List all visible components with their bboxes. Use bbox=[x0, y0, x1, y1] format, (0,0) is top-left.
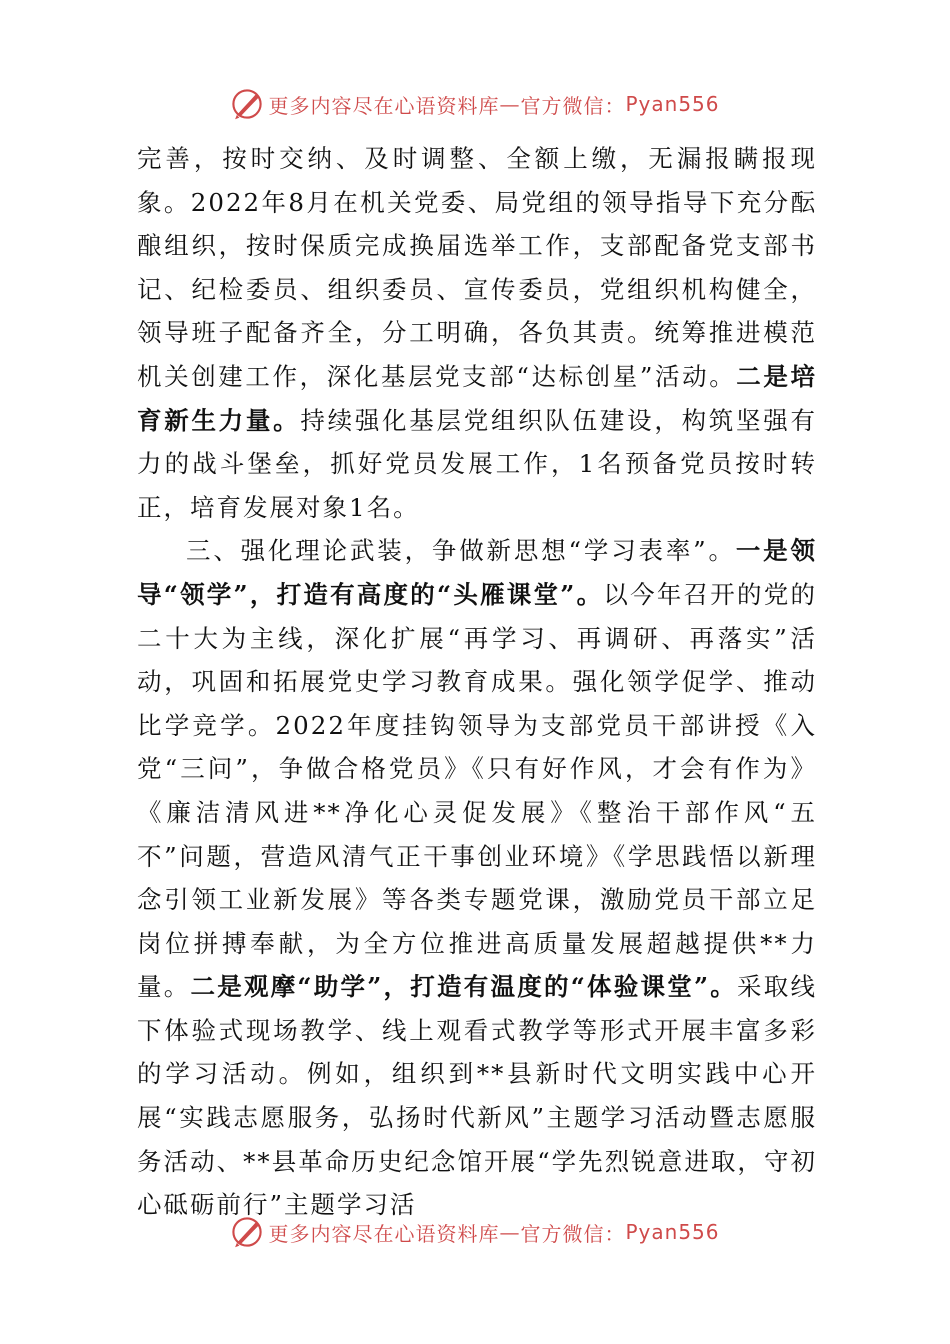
watermark-wechat-id: Pyan556 bbox=[625, 92, 720, 116]
paragraph-1-heading-2: 二是培育新生力量。 bbox=[137, 361, 817, 435]
section-3-heading: 三、强化理论武装，争做新思想“学习表率”。 bbox=[186, 536, 736, 566]
paragraph-1-text-1: 完善，按时交纳、及时调整、全额上缴，无漏报瞒报现象。2022年8月在机关党委、局党组的领导指导下充分酝酿组织，按时保质完成换届选举工作，支部配备党支部书记、纪检委员、组织委员、宣传委员，党组织机构健全，领导班子配备齐全，分工明确，各负其责。统筹推进模范机关创建工作，深化基层党支部“达标创星”活动。 bbox=[137, 144, 817, 391]
watermark-dash: — bbox=[499, 1220, 521, 1244]
watermark-wechat-label: 官方微信： bbox=[520, 93, 626, 118]
watermark-wechat-id: Pyan556 bbox=[625, 1220, 720, 1244]
paragraph-2-text-2: 采取线下体验式现场教学、线上观看式教学等形式开展丰富多彩的学习活动。例如，组织到**县新时代文明实践中心开展“实践志愿服务，弘扬时代新风”主题学习活动暨志愿服务活动、**县革命历史纪念馆开展“学先烈锐意进取，守初心砥砺前行”主题学习活 bbox=[137, 972, 818, 1220]
header-watermark bbox=[0, 84, 950, 124]
paragraph-2-heading-2: 二是观摩“助学”，打造有温度的“体验课堂”。 bbox=[190, 972, 738, 1002]
paragraph-1-text-2: 持续强化基层党组织队伍建设，构筑坚强有力的战斗堡垒，抓好党员发展工作，1名预备党员按时转正，培育发展对象1名。 bbox=[137, 405, 817, 522]
document-body bbox=[137, 137, 817, 1227]
watermark-site-text: 更多内容尽在心语资料库 bbox=[268, 93, 500, 118]
paragraph-2-text-1: 以今年召开的党的二十大为主线，深化扩展“再学习、再调研、再落实”活动，巩固和拓展党史学习教育成果。强化领学促学、推动比学竞学。2022年度挂钩领导为支部党员干部讲授《入党“三问”，争做合格党员》《只有好作风，才会有作为》《廉洁清风进**净化心灵促发展》《整治干部作风“五不”问题，营造风清气正干事创业环境》《学思践悟以新理念引领工业新发展》等各类专题党课，激励党员干部立足岗位拼搏奉献，为全方位推进高质量发展超越提供**力量。 bbox=[137, 579, 817, 1002]
pen-logo-icon bbox=[230, 1215, 264, 1249]
watermark-site-text: 更多内容尽在心语资料库 bbox=[268, 1221, 500, 1246]
paragraph-2 bbox=[137, 529, 817, 1227]
paragraph-1 bbox=[137, 137, 817, 529]
pen-logo-icon bbox=[230, 87, 264, 121]
footer-watermark bbox=[0, 1212, 950, 1252]
paragraph-2-heading-1: 一是领导“领学”，打造有高度的“头雁课堂”。 bbox=[137, 536, 817, 609]
watermark-wechat-label: 官方微信： bbox=[520, 1221, 626, 1246]
watermark-dash: — bbox=[499, 92, 521, 116]
